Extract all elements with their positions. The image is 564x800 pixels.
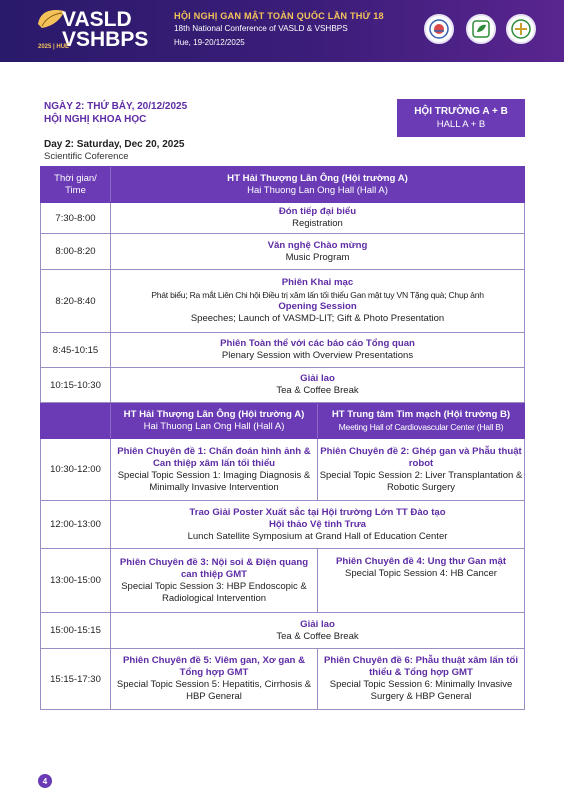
session-title-en: Special Topic Session 5: Hepatitis, Cirrhosis & HBP General [116,679,312,702]
table-header-halls-a-b [40,403,525,439]
session-title-vi: Giải lao [300,618,335,630]
logo-text-vshbps: VSHBPS [62,28,149,51]
session-time: 8:45-10:15 [41,333,111,367]
hall-a-name-en: Hai Thuong Lan Ong Hall (Hall A) [247,184,388,196]
session-title-en: Speeches; Launch of VASMD-LIT; Gift & Photo Presentation [190,313,445,324]
session-title-en: Special Topic Session 3: HBP Endoscopic & Radiological Intervention [121,580,307,604]
session-title-vi: Trao Giải Poster Xuất sắc tại Hội trường Lớn TT Đào tạo [189,506,446,518]
time-header-vi: Thời gian/ [54,172,97,184]
hall-a-name-vi: HT Hải Thượng Lãn Ông (Hội trường A) [227,172,408,184]
society-seal-icon [424,14,454,44]
session-cell-hall-a [111,439,318,500]
session-cell [111,613,524,648]
table-row [40,333,525,368]
table-row [40,501,525,549]
session-time: 10:30-12:00 [41,439,111,500]
green-leaf-seal-icon [466,14,496,44]
hall-label-en: HALL A + B [436,119,486,130]
session-time: 13:00-15:00 [41,549,111,612]
session-title-vi: Phiên Chuyên đề 2: Ghép gan và Phẫu thuật robot [320,445,522,469]
hospital-seal-icon [506,14,536,44]
session-title-en: Plenary Session with Overview Presentations [221,350,414,361]
table-row [40,549,525,613]
table-row [40,234,525,270]
session-time: 7:30-8:00 [41,203,111,233]
session-time: 12:00-13:00 [41,501,111,548]
session-title-vi: Phiên Chuyên đề 5: Viêm gan, Xơ gan & Tổng hợp GMT [122,655,306,678]
session-title-en: Special Topic Session 2: Liver Transplantation & Robotic Surgery [319,469,523,493]
session-detail-vi: Phát biểu; Ra mắt Liên Chi hội Điều trị xâm lấn tối thiểu Gan mật tụy VN Tặng quà; Chụp ảnh [151,290,484,300]
session-title-en: Registration [292,218,343,229]
time-column-header-empty [41,404,111,438]
session-cell-hall-b [318,649,524,709]
session-cell [111,270,524,332]
session-title-en: Lunch Satellite Symposium at Grand Hall of Education Center [187,530,448,542]
hall-a-name-en: Hai Thuong Lan Ong Hall (Hall A) [143,421,285,432]
session-title-en: Special Topic Session 1: Imaging Diagnosis & Minimally Invasive Intervention [117,469,311,493]
hall-b-name-vi: HT Trung tâm Tim mạch (Hội trường B) [331,409,511,420]
conference-subtitle: 18th National Conference of VASLD & VSHBPS [174,24,348,33]
session-time: 8:00-8:20 [41,234,111,269]
logo-year: 2025 | HUE [38,44,70,50]
conference-header [0,0,564,62]
table-row [40,368,525,403]
table-row [40,613,525,649]
conference-logo [36,6,166,58]
session-cell-hall-a [111,649,318,709]
session-cell [111,234,524,269]
session-cell [111,203,524,233]
session-cell [111,333,524,367]
table-row [40,203,525,234]
session-title-vi: Phiên Chuyên đề 4: Ung thư Gan mật [335,556,507,567]
session-title-vi: Phiên Chuyên đề 6: Phẫu thuật xâm lấn tối thiểu & Tổng hợp GMT [323,655,519,678]
logo-text-vasld: VASLD [62,8,132,31]
session-cell [111,501,524,548]
session-time: 15:15-17:30 [41,649,111,709]
hall-a-header [111,404,318,438]
session-cell [111,368,524,402]
session-title-en: Music Program [285,251,350,263]
session-title-en: Special Topic Session 4: HB Cancer [345,568,497,579]
session-title-vi: Phiên Toàn thể với các báo cáo Tổng quan [220,338,415,349]
session-cell-hall-b [318,439,524,500]
day-title-vi: NGÀY 2: THỨ BẢY, 20/12/2025 [44,101,188,112]
session-title-vi: Phiên Chuyên đề 3: Nội soi & Điện quang can thiệp GMT [119,556,309,580]
table-row [40,270,525,333]
session-title-en-highlight: Opening Session [278,301,357,312]
hall-a-header [111,167,524,202]
session-time: 15:00-15:15 [41,613,111,648]
time-column-header [41,167,111,202]
time-header-en: Time [65,184,86,196]
session-subtitle-vi: Hội thảo Vệ tinh Trưa [268,518,367,530]
session-title-vi: Giải lao [300,373,335,384]
table-header-hall-a [40,166,525,203]
session-title-vi: Phiên Chuyên đề 1: Chẩn đoán hình ảnh & Can thiệp xâm lấn tối thiểu [117,445,311,469]
session-time: 8:20-8:40 [41,270,111,332]
table-row [40,439,525,501]
conference-type-en: Scientific Coference [44,151,129,162]
session-title-en: Tea & Coffee Break [276,385,359,396]
page-number: 4 [38,774,52,788]
hall-b-header [318,404,524,438]
session-title-vi: Đón tiếp đại biểu [278,206,357,217]
hall-label-vi: HỘI TRƯỜNG A + B [414,106,508,117]
conference-type-vi: HỘI NGHỊ KHOA HỌC [44,114,147,125]
day-title-en: Day 2: Saturday, Dec 20, 2025 [44,139,185,150]
session-cell-hall-b [318,549,524,612]
hall-a-name-vi: HT Hải Thượng Lãn Ông (Hội trường A) [123,409,305,420]
conference-title: HỘI NGHỊ GAN MẬT TOÀN QUỐC LẦN THỨ 18 [174,11,384,21]
table-row [40,649,525,710]
conference-date: Hue, 19-20/12/2025 [174,38,245,47]
session-title-vi: Phiên Khai mạc [281,277,354,288]
session-title-en: Special Topic Session 6: Minimally Invasive Surgery & HBP General [329,679,513,702]
hall-label-box [397,99,525,137]
session-title-vi: Văn nghệ Chào mừng [267,239,368,251]
session-time: 10:15-10:30 [41,368,111,402]
session-cell-hall-a [111,549,318,612]
hall-b-name-en: Meeting Hall of Cardiovascular Center (Hall B) [338,422,504,432]
session-title-en: Tea & Coffee Break [276,630,359,642]
